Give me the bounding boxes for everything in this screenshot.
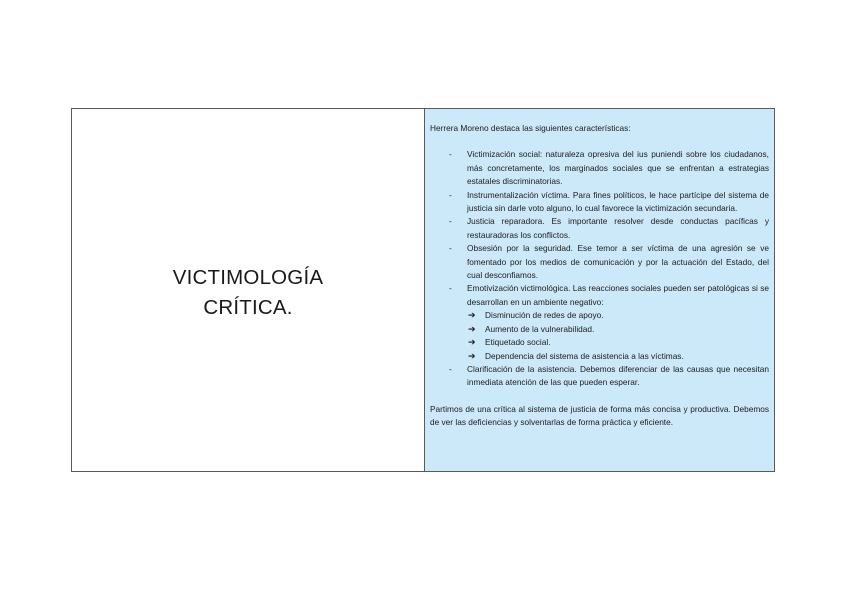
characteristics-list: [430, 148, 769, 389]
topic-title-line-2: CRÍTICA.: [203, 296, 293, 319]
list-item-clarificacion: [430, 363, 769, 390]
sublist-item: [467, 350, 769, 363]
description-cell: [425, 109, 774, 471]
dash-bullet-icon: -: [449, 363, 452, 374]
topic-title: [173, 263, 323, 323]
dash-bullet-icon: -: [449, 216, 452, 227]
sublist-item: [467, 323, 769, 336]
conclusion-paragraph: Partimos de una crítica al sistema de justicia de forma más concisa y productiva. Debemos de ver las deficiencias y solventarlas de forma práctica y eficiente.: [430, 403, 769, 428]
intro-paragraph: Herrera Moreno destaca las siguientes características:: [430, 123, 631, 133]
arrow-right-icon: ➔: [468, 350, 476, 361]
dash-bullet-icon: -: [449, 243, 452, 254]
list-item-text: Emotivización victimológica. Las reacciones sociales pueden ser patológicas si se desarrollan en un ambiente negativo:: [467, 283, 769, 307]
list-item-text: Victimización social: naturaleza opresiva del ius puniendi sobre los ciudadanos, más concretamente, los marginados sociales que se enfrentan a estrategias estatales discriminatorias.: [467, 149, 769, 187]
dash-bullet-icon: -: [449, 189, 452, 200]
sublist-item-text: Aumento de la vulnerabilidad.: [485, 323, 595, 334]
topic-cell: [72, 109, 425, 471]
list-item-instrumentalizacion: [430, 189, 769, 216]
sublist-item: [467, 309, 769, 322]
list-item-victimizacion-social: [430, 148, 769, 188]
consequences-sublist: [467, 309, 769, 363]
list-item-text: Instrumentalización víctima. Para fines políticos, le hace partícipe del sistema de justicia sin darle voto alguno, lo cual favorece la victimización secundaria.: [467, 189, 769, 214]
list-item-text: Justicia reparadora. Es importante resolver desde conductas pacíficas y restauradoras los conflictos.: [467, 216, 769, 240]
dash-bullet-icon: -: [449, 149, 452, 160]
sublist-item-text: Disminución de redes de apoyo.: [485, 310, 604, 321]
list-item-emotivizacion: [430, 282, 769, 362]
sublist-item-text: Etiquetado social.: [485, 337, 551, 348]
topic-title-line-1: VICTIMOLOGÍA: [172, 266, 324, 289]
list-item-text: Obsesión por la seguridad. Ese temor a ser víctima de una agresión se ve fomentado por los medios de comunicación y por la actuación del Estado, del cual desconfiamos.: [467, 243, 769, 281]
sublist-item: [467, 336, 769, 349]
arrow-right-icon: ➔: [468, 323, 476, 334]
arrow-right-icon: ➔: [468, 337, 476, 348]
dash-bullet-icon: -: [449, 283, 452, 294]
summary-table: [71, 108, 775, 472]
list-item-justicia-reparadora: [430, 215, 769, 242]
list-item-text: Clarificación de la asistencia. Debemos diferenciar de las causas que necesitan inmediata atención de las que pueden esperar.: [467, 363, 769, 388]
list-item-obsesion-seguridad: [430, 242, 769, 282]
arrow-right-icon: ➔: [468, 310, 476, 321]
sublist-item-text: Dependencia del sistema de asistencia a las víctimas.: [485, 350, 684, 361]
